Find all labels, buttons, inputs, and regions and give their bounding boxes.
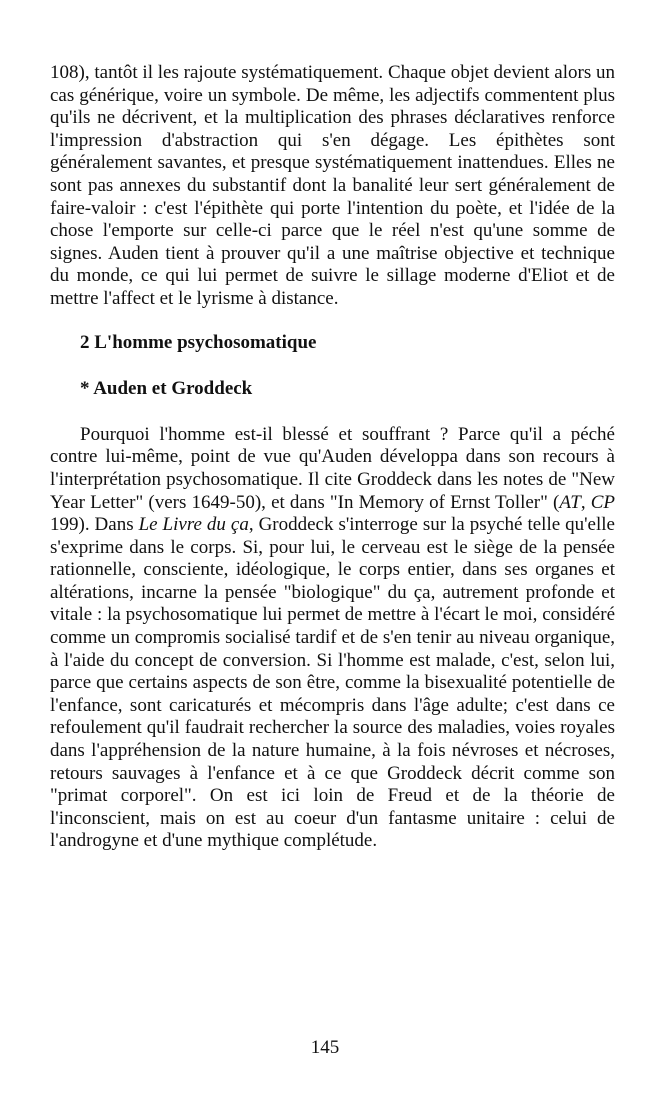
paragraph-2-text-c: 199). Dans	[50, 514, 139, 536]
page-body	[50, 62, 615, 853]
paragraph-2-text-a: Pourquoi l'homme est-il blessé et souffrant ? Parce qu'il a péché contre lui-même, point de vue qu'Auden développa dans son recours à l'interprétation psychosomatique. Il cite Groddeck dans les notes de "New Year Letter" (vers 1649-50), et dans "In Memory of Ernst Toller" (	[50, 423, 615, 513]
book-title: Le Livre du ça	[138, 514, 249, 536]
section-heading: 2 L'homme psychosomatique	[80, 331, 317, 353]
paragraph-continued	[50, 62, 615, 311]
paragraph-2-text-d: , Groddeck s'interroge sur la psyché telle qu'elle s'exprime dans le corps. Si, pour lui, le cerveau est le siège de la pensée rationnelle, consciente, idéologique, le corps entier, dans ses organes et altérations, incarne la pensée "biologique" du ça, autrement profonde et vitale : la psychosomatique lui permet de mettre à l'écart le moi, considéré comme un compromis socialisé tardif et de s'en tenir au niveau organique, à l'aide du concept de conversion. Si l'homme est malade, c'est, selon lui, parce que certains aspects de son être, comme la bisexualité potentielle de l'enfance, sont caricaturés et mécompris dans l'âge adulte; c'est dans ce refoulement qu'il faudrait rechercher la source des maladies, voies royales dans l'appréhension de la nature humaine, à la fois névroses et nécroses, retours sauvages à l'enfance et à ce que Groddeck décrit comme son "primat corporel". On est ici loin de Freud et de la théorie de l'inconscient, mais on est au coeur d'un fantasme unitaire : celui de l'androgyne et d'une mythique complétude.	[50, 514, 615, 852]
paragraph-2-text-b: ,	[580, 491, 591, 513]
paragraph-auden-groddeck	[50, 424, 615, 853]
reference-at: AT	[559, 491, 581, 513]
reference-cp: CP	[590, 491, 615, 513]
subsection-heading: * Auden et Groddeck	[80, 378, 253, 400]
page-number: 145	[310, 1037, 340, 1058]
paragraph-1-text: 108), tantôt il les rajoute systématiquement. Chaque objet devient alors un cas générique, voire un symbole. De même, les adjectifs commentent plus qu'ils ne décrivent, et la multiplication des phrases déclaratives renforce l'impression d'abstraction qui s'en dégage. Les épithètes sont généralement savantes, et presque systématiquement inattendues. Elles ne sont pas annexes du substantif dont la banalité leur sert généralement de faire-valoir : c'est l'épithète qui porte l'intention du poète, et l'idée de la chose l'emporte sur celle-ci parce que le réel n'est qu'une somme de signes. Auden tient à prouver qu'il a une maîtrise objective et technique du monde, ce qui lui permet de suivre le sillage moderne d'Eliot et de mettre l'affect et le lyrisme à distance.	[50, 62, 615, 309]
